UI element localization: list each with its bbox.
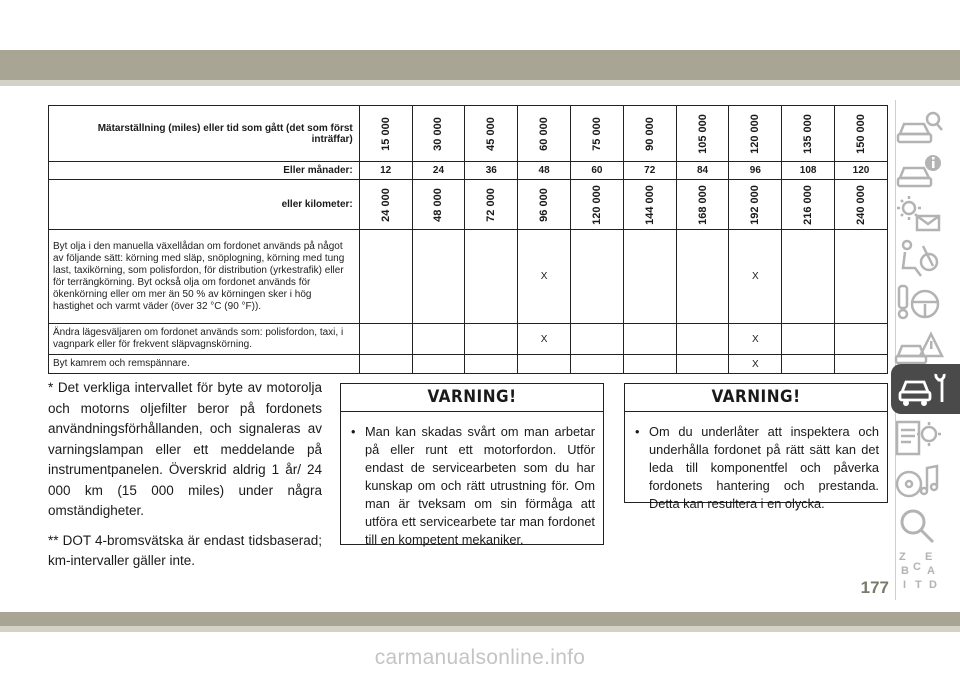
footer-band bbox=[0, 612, 960, 626]
page-number: 177 bbox=[860, 578, 889, 597]
task-mark bbox=[359, 324, 412, 355]
km-cell bbox=[359, 180, 412, 230]
months-value: 120 bbox=[835, 162, 888, 180]
index-letter: C bbox=[913, 561, 921, 573]
km-value: 192 000 bbox=[749, 184, 762, 225]
task-mark bbox=[623, 230, 676, 324]
index-letter: Z bbox=[899, 551, 906, 563]
task-mark: X bbox=[729, 230, 782, 324]
km-value: 144 000 bbox=[643, 184, 656, 225]
task-mark bbox=[570, 355, 623, 374]
miles-value: 120 000 bbox=[749, 113, 762, 154]
miles-cell bbox=[518, 106, 571, 162]
task-mark bbox=[412, 230, 465, 324]
task-mark bbox=[782, 324, 835, 355]
task-mark bbox=[782, 355, 835, 374]
seat-airbag-icon[interactable] bbox=[893, 236, 945, 282]
task-mark bbox=[676, 230, 729, 324]
car-search-icon[interactable] bbox=[893, 104, 945, 150]
miles-value: 90 000 bbox=[643, 116, 656, 151]
months-header-label: Eller månader: bbox=[49, 162, 360, 180]
warning-text: Man kan skadas svårt om man arbetar på eller runt ett motorfordon. Utför endast de servicearbeten som du har kunskap om och rätt utrustning för. Om man är tveksam om sin förmåga att utföra ett servicearbete tar man fordonet till en kompetent mekaniker. bbox=[365, 424, 595, 547]
task-mark: X bbox=[518, 230, 571, 324]
index-letter: D bbox=[929, 579, 937, 591]
months-value: 72 bbox=[623, 162, 676, 180]
car-info-icon[interactable] bbox=[893, 148, 945, 194]
warning-box-service bbox=[340, 383, 604, 545]
km-cell bbox=[570, 180, 623, 230]
months-value: 96 bbox=[729, 162, 782, 180]
miles-value: 45 000 bbox=[485, 116, 498, 151]
multimedia-icon[interactable] bbox=[893, 460, 945, 506]
miles-cell bbox=[359, 106, 412, 162]
km-value: 120 000 bbox=[590, 184, 603, 225]
footnotes bbox=[48, 378, 322, 581]
watermark: carmanualsonline.info bbox=[374, 646, 586, 669]
months-value: 84 bbox=[676, 162, 729, 180]
index-letter: E bbox=[925, 551, 933, 563]
car-wrench-icon[interactable] bbox=[898, 366, 950, 412]
km-value: 168 000 bbox=[696, 184, 709, 225]
footer-band-edge bbox=[0, 626, 960, 632]
maintenance-schedule-table bbox=[48, 105, 888, 374]
table-row bbox=[49, 324, 888, 355]
km-value: 216 000 bbox=[802, 184, 815, 225]
task-mark: X bbox=[729, 324, 782, 355]
miles-value: 15 000 bbox=[379, 116, 392, 151]
warning-body bbox=[625, 412, 887, 523]
index-letter: B bbox=[901, 565, 909, 577]
miles-cell bbox=[623, 106, 676, 162]
task-description: Byt kamrem och remspännare. bbox=[49, 355, 360, 374]
index-letter: T bbox=[915, 579, 922, 591]
task-mark bbox=[465, 230, 518, 324]
warning-bullet: • bbox=[351, 424, 356, 439]
warning-text: Om du underlåter att inspektera och underhålla fordonet på rätt sätt kan det leda till komponentfel och påverka fordonets hantering och prestanda. Detta kan resultera i en olycka. bbox=[649, 424, 879, 511]
table-row bbox=[49, 355, 888, 374]
km-cell bbox=[465, 180, 518, 230]
miles-value: 30 000 bbox=[432, 116, 445, 151]
miles-value: 75 000 bbox=[590, 116, 603, 151]
task-mark bbox=[465, 324, 518, 355]
warning-box-inspection bbox=[624, 383, 888, 511]
top-margin bbox=[0, 0, 960, 50]
index-letter: I bbox=[903, 579, 907, 591]
task-mark bbox=[782, 230, 835, 324]
task-mark bbox=[518, 355, 571, 374]
index-letter: A bbox=[927, 565, 935, 577]
miles-cell bbox=[676, 106, 729, 162]
months-value: 36 bbox=[465, 162, 518, 180]
table-row bbox=[49, 230, 888, 324]
km-value: 24 000 bbox=[379, 187, 392, 222]
warning-title: VARNING! bbox=[341, 384, 603, 412]
task-mark bbox=[835, 355, 888, 374]
miles-header-label: Mätarställning (miles) eller tid som gått (det som först inträffar) bbox=[49, 106, 360, 162]
months-value: 60 bbox=[570, 162, 623, 180]
task-mark bbox=[359, 355, 412, 374]
miles-cell bbox=[412, 106, 465, 162]
km-cell bbox=[782, 180, 835, 230]
months-value: 108 bbox=[782, 162, 835, 180]
miles-value: 105 000 bbox=[696, 113, 709, 154]
km-value: 48 000 bbox=[432, 187, 445, 222]
steering-wheel-key-icon[interactable] bbox=[893, 280, 945, 326]
task-description: Ändra lägesväljaren om fordonet används som: polisfordon, taxi, i vagnpark eller för frekvent släpvagnskörning. bbox=[49, 324, 360, 355]
task-mark bbox=[623, 355, 676, 374]
task-description: Byt olja i den manuella växellådan om fordonet används på något av följande sätt: körning med släp, snöplogning, körning med tung last, taxikörning, som polisfordon, för distribution (yrkestrafik) eller för terrängkörning. Byt också olja om fordonet används för ökenkörning eller om mer än 50 % av körningen sker i hög hastighet och varmt väder (över 32 °C (90 °F)). bbox=[49, 230, 360, 324]
miles-value: 135 000 bbox=[802, 113, 815, 154]
search-icon[interactable] bbox=[893, 504, 945, 550]
miles-value: 60 000 bbox=[538, 116, 551, 151]
miles-cell bbox=[570, 106, 623, 162]
task-mark: X bbox=[729, 355, 782, 374]
task-mark bbox=[570, 324, 623, 355]
footnote-oil-interval: * Det verkliga intervallet för byte av motorolja och motorns oljefilter beror på fordonets användningsförhållanden, och signaleras av varningslampan eller ett meddelande på instrumentpanelen. Överskrid aldrig 1 år/ 24 000 km (15 000 miles) under några omständigheter. bbox=[48, 380, 322, 518]
task-mark bbox=[676, 324, 729, 355]
km-cell bbox=[518, 180, 571, 230]
task-mark bbox=[835, 230, 888, 324]
task-mark: X bbox=[518, 324, 571, 355]
miles-cell bbox=[729, 106, 782, 162]
task-mark bbox=[835, 324, 888, 355]
task-mark bbox=[676, 355, 729, 374]
task-mark bbox=[570, 230, 623, 324]
header-band-edge bbox=[0, 80, 960, 86]
footnote-brake-fluid: ** DOT 4-bromsvätska är endast tidsbaserad; km-intervaller gäller inte. bbox=[48, 532, 322, 568]
km-value: 240 000 bbox=[855, 184, 868, 225]
km-value: 72 000 bbox=[485, 187, 498, 222]
months-value: 48 bbox=[518, 162, 571, 180]
task-mark bbox=[623, 324, 676, 355]
task-mark bbox=[465, 355, 518, 374]
specifications-gear-icon[interactable] bbox=[893, 416, 945, 462]
km-value: 96 000 bbox=[538, 187, 551, 222]
miles-cell bbox=[782, 106, 835, 162]
table-row-miles bbox=[49, 106, 888, 162]
task-mark bbox=[412, 324, 465, 355]
months-value: 12 bbox=[359, 162, 412, 180]
warning-lights-message-icon[interactable] bbox=[893, 192, 945, 238]
task-mark bbox=[359, 230, 412, 324]
km-cell bbox=[412, 180, 465, 230]
task-mark bbox=[412, 355, 465, 374]
km-cell bbox=[729, 180, 782, 230]
header-band bbox=[0, 50, 960, 80]
km-header-label: eller kilometer: bbox=[49, 180, 360, 230]
km-cell bbox=[835, 180, 888, 230]
table-row-km bbox=[49, 180, 888, 230]
miles-cell bbox=[465, 106, 518, 162]
km-cell bbox=[623, 180, 676, 230]
index-icon[interactable] bbox=[893, 548, 945, 594]
km-cell bbox=[676, 180, 729, 230]
miles-cell bbox=[835, 106, 888, 162]
warning-bullet: • bbox=[635, 424, 640, 439]
table-row-months bbox=[49, 162, 888, 180]
months-value: 24 bbox=[412, 162, 465, 180]
warning-title: VARNING! bbox=[625, 384, 887, 412]
miles-value: 150 000 bbox=[855, 113, 868, 154]
warning-body bbox=[341, 412, 603, 559]
